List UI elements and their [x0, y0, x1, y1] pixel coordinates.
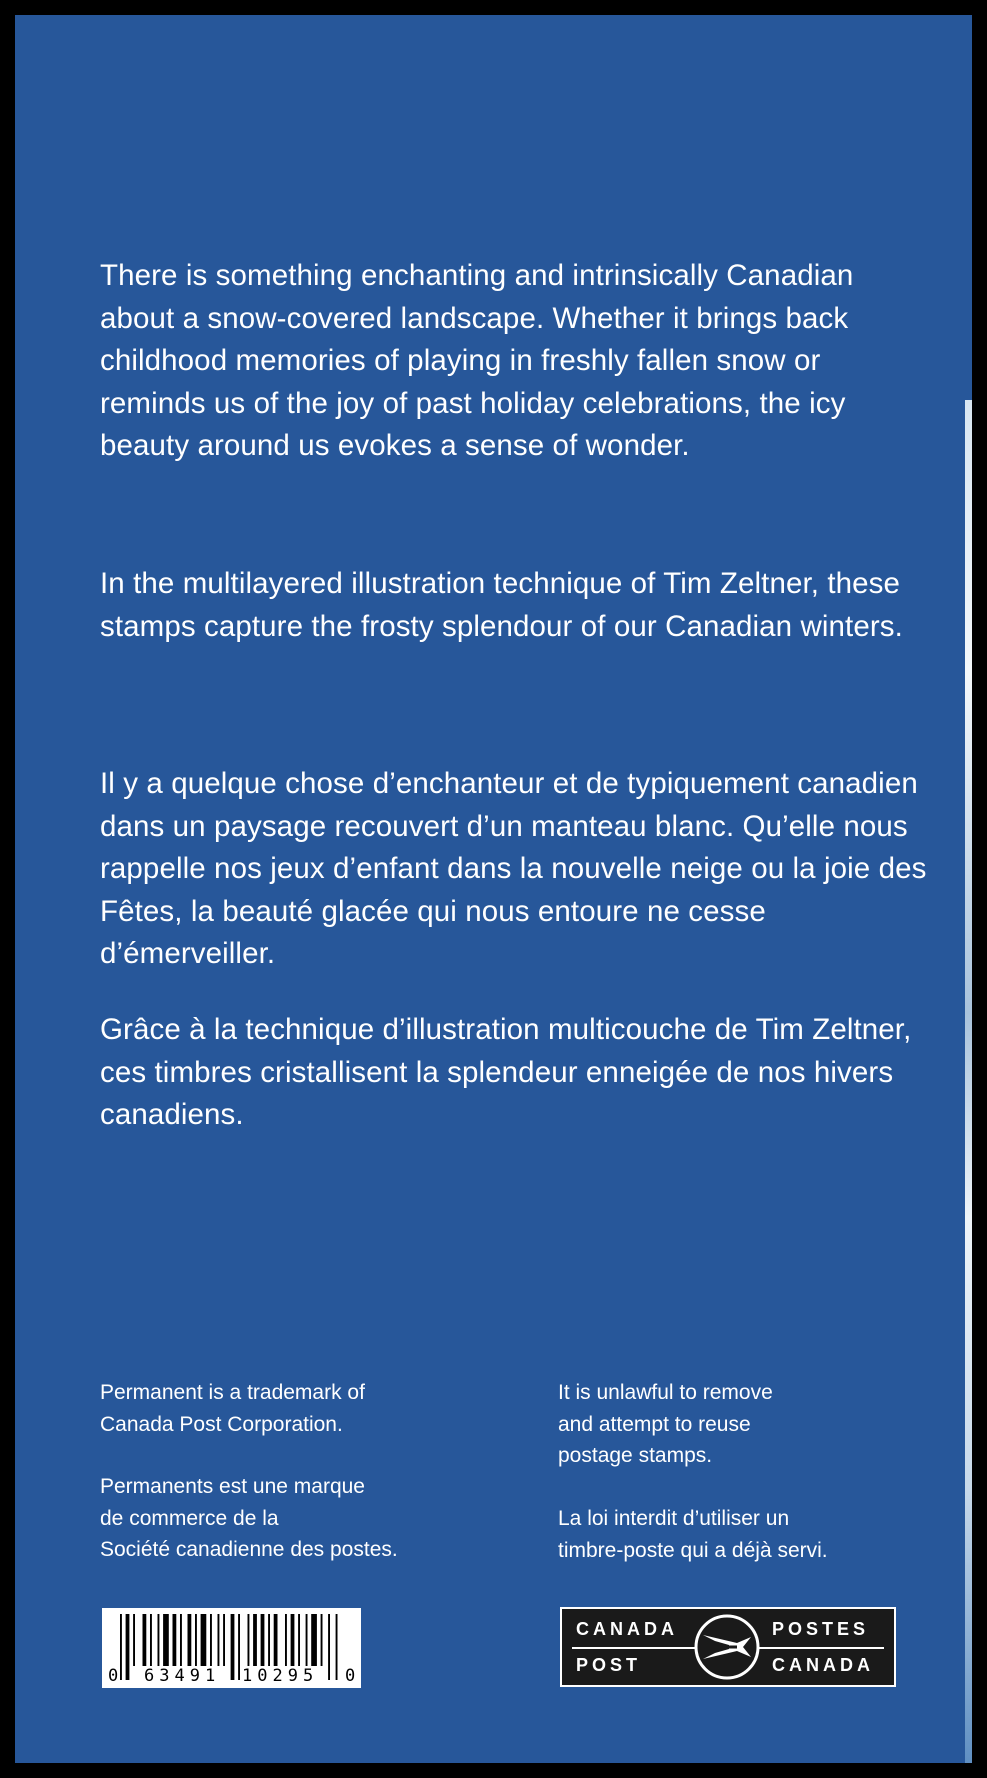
barcode-bar	[253, 1614, 257, 1666]
post-horn-emblem-icon	[693, 1613, 761, 1681]
barcode-bar	[150, 1614, 152, 1666]
logo-word-post: POST	[576, 1655, 642, 1675]
logo-word-postes: POSTES	[772, 1619, 870, 1639]
french-paragraph-1: Il y a quelque chose d’enchanteur et de typiquement canadien dans un paysage recouvert d’un manteau blanc. Qu’elle nous rappelle nos jeux d’enfant dans la nouvelle neige ou la joie des Fêtes, la beauté glacée qui nous entoure ne cesse d’émerveiller.	[100, 767, 927, 970]
barcode-bar	[261, 1614, 265, 1666]
trademark-notice-english	[100, 1377, 500, 1440]
barcode-bar	[173, 1614, 177, 1666]
barcode-bar	[306, 1614, 308, 1666]
barcode-bar	[238, 1614, 240, 1680]
barcode-bar	[321, 1614, 323, 1666]
logo-word-canada-top: CANADA	[576, 1619, 678, 1639]
barcode-bar	[195, 1614, 197, 1666]
barcode-bar	[336, 1614, 338, 1680]
barcode-bar	[274, 1614, 278, 1666]
barcode-bar	[188, 1614, 192, 1666]
barcode-lead-digit: 0	[108, 1666, 119, 1686]
english-intro-paragraph	[100, 255, 930, 468]
barcode-bar	[248, 1614, 250, 1666]
barcode-bar	[126, 1614, 130, 1680]
barcode-bar	[163, 1614, 169, 1666]
barcode-bar	[180, 1614, 182, 1666]
reuse-en-text: It is unlawful to remove and attempt to reuse postage stamps.	[558, 1381, 773, 1467]
french-artist-paragraph	[100, 1009, 930, 1137]
barcode-bar	[311, 1614, 317, 1666]
reuse-fr-text: La loi interdit d’utiliser un timbre-poste qui a déjà servi.	[558, 1507, 828, 1562]
french-intro-paragraph	[100, 763, 930, 976]
logo-word-canada-bottom: CANADA	[772, 1655, 874, 1675]
page-edge-strip	[965, 400, 972, 1763]
barcode-bar	[158, 1614, 160, 1666]
barcode-bar	[328, 1614, 330, 1680]
barcode-bar	[120, 1614, 122, 1680]
barcode-bar	[231, 1614, 235, 1680]
booklet-back-cover	[15, 15, 972, 1763]
barcode-bar	[268, 1614, 270, 1666]
reuse-warning-english	[558, 1377, 958, 1472]
canada-post-logo	[560, 1607, 896, 1687]
english-artist-paragraph	[100, 563, 930, 648]
trademark-en-text: Permanent is a trademark of Canada Post Corporation.	[100, 1381, 365, 1436]
barcode-bar	[201, 1614, 207, 1666]
barcode-bar	[223, 1614, 225, 1666]
english-paragraph-1: There is something enchanting and intrinsically Canadian about a snow-covered landscape. Whether it brings back childhood memories of playing in freshly fallen snow or reminds us of the joy of past holiday celebrations, the icy beauty around us evokes a sense of wonder.	[100, 259, 854, 462]
reuse-warning-french	[558, 1503, 958, 1566]
barcode-bar	[143, 1614, 147, 1666]
upc-barcode	[102, 1608, 361, 1688]
barcode-digit-group-1: 63491	[144, 1666, 221, 1686]
barcode-bar	[291, 1614, 295, 1666]
barcode-bar	[298, 1614, 300, 1666]
trademark-fr-text: Permanents est une marque de commerce de la Société canadienne des postes.	[100, 1475, 398, 1561]
barcode-bars	[102, 1608, 361, 1688]
french-paragraph-2: Grâce à la technique d’illustration multicouche de Tim Zeltner, ces timbres cristallisent la splendeur enneigée de nos hivers canadiens.	[100, 1013, 912, 1131]
barcode-bar	[285, 1614, 287, 1666]
barcode-bar	[210, 1614, 212, 1666]
barcode-bar	[133, 1614, 135, 1666]
barcode-digit-group-2: 10295	[242, 1666, 319, 1686]
english-paragraph-2: In the multilayered illustration technique of Tim Zeltner, these stamps capture the frosty splendour of our Canadian winters.	[100, 567, 903, 643]
barcode-check-digit: 0	[345, 1666, 356, 1686]
trademark-notice-french	[100, 1471, 500, 1566]
barcode-bar	[218, 1614, 220, 1666]
